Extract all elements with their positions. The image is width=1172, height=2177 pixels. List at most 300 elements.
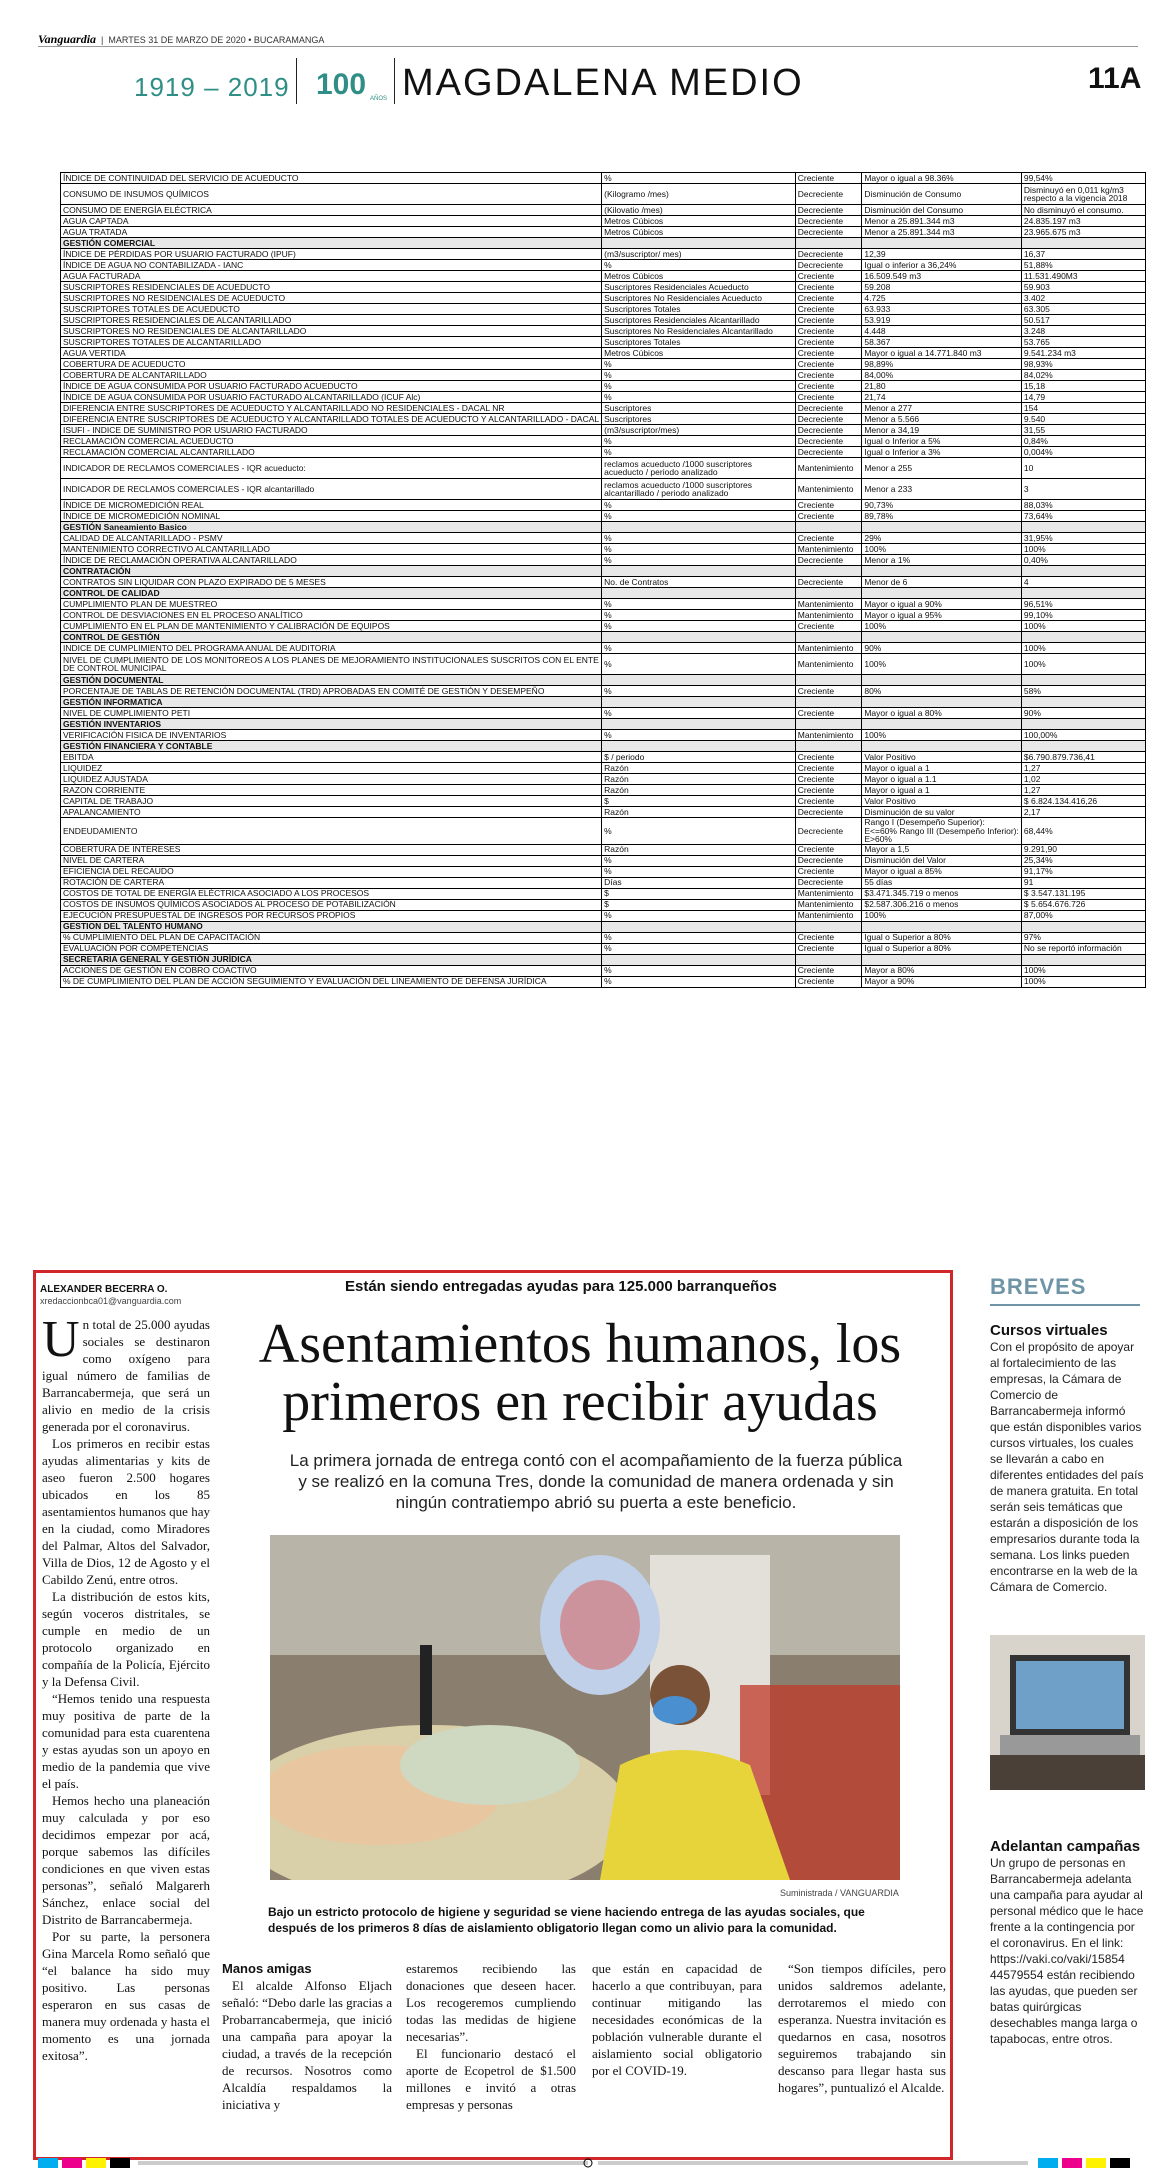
table-cell: Mantenimiento [795, 599, 862, 610]
table-cell: Menor a 25.891.344 m3 [862, 216, 1022, 227]
table-cell: Decreciente [795, 807, 862, 818]
table-cell: $ 5.654.676.726 [1021, 899, 1145, 910]
table-cell: % [602, 818, 796, 845]
table-cell [1021, 632, 1145, 643]
table-cell: $2.587.306.216 o menos [862, 899, 1022, 910]
table-cell: % [602, 359, 796, 370]
table-cell: ROTACIÓN DE CARTERA [61, 877, 602, 888]
table-cell [1021, 675, 1145, 686]
table-cell: 68,44% [1021, 818, 1145, 845]
table-cell [795, 741, 862, 752]
article-deck: La primera jornada de entrega contó con el acompañamiento de la fuerza pública y se realizó en la comuna Tres, donde la comunidad de manera ordenada y sin ningún contratiempo abrió su puerta a este beneficio. [289, 1451, 903, 1512]
page-number: 11A [1088, 62, 1142, 95]
table-cell: 53.765 [1021, 337, 1145, 348]
table-cell: Creciente [795, 943, 862, 954]
table-cell: 3.402 [1021, 293, 1145, 304]
table-cell: % [602, 730, 796, 741]
table-cell: Creciente [795, 752, 862, 763]
table-cell: Disminución del Consumo [862, 205, 1022, 216]
table-cell: Creciente [795, 337, 862, 348]
table-cell: 84,00% [862, 370, 1022, 381]
paragraph: La distribución de estos kits, según voceros distritales, se cumple en medio de un protocolo organizado en compañía de la Policía, Ejército y la Defensa Civil. [42, 1589, 210, 1689]
table-cell: 0,004% [1021, 447, 1145, 458]
table-cell: NIVEL DE CARTERA [61, 855, 602, 866]
table-cell: Decreciente [795, 260, 862, 271]
table-row [61, 855, 1146, 866]
breves-label: BREVES [990, 1274, 1087, 1299]
table-row [61, 844, 1146, 855]
table-cell: 99,54% [1021, 173, 1145, 184]
table-row [61, 184, 1146, 205]
photo-credit: Suministrada / VANGUARDIA [780, 1888, 899, 1898]
table-cell: CAPITAL DE TRABAJO [61, 796, 602, 807]
table-cell: Mayor o igual a 85% [862, 866, 1022, 877]
table-cell: % [602, 855, 796, 866]
table-cell: No se reportó información [1021, 943, 1145, 954]
table-cell: $ [602, 796, 796, 807]
table-cell: Suscriptores Totales [602, 304, 796, 315]
table-cell: Disminuyó en 0,011 kg/m3 respecto a la vigencia 2018 [1021, 184, 1145, 205]
breves-rule [990, 1304, 1140, 1306]
table-cell: Suscriptores Totales [602, 337, 796, 348]
masthead: Vanguardia | MARTES 31 DE MARZO DE 2020 • BUCARAMANGA [38, 32, 325, 46]
table-cell: 84,02% [1021, 370, 1145, 381]
table-cell: Decreciente [795, 227, 862, 238]
paragraph: Por su parte, la personera Gina Marcela Romo señaló que “el balance ha sido muy positivo. Las personas esperaron en sus casas de manera muy ordenada y hasta el momento es una jornada exitosa”. [42, 1929, 210, 2063]
table-cell: % [602, 392, 796, 403]
table-cell: Igual o Superior a 80% [862, 932, 1022, 943]
table-cell: Metros Cúbicos [602, 348, 796, 359]
table-cell: Mantenimiento [795, 730, 862, 741]
table-cell: 2,17 [1021, 807, 1145, 818]
anniversary-logo-icon [312, 60, 392, 104]
table-cell [795, 697, 862, 708]
table-cell: SUSCRIPTORES TOTALES DE ACUEDUCTO [61, 304, 602, 315]
table-cell: Mayor o igual a 80% [862, 708, 1022, 719]
article-headline: Asentamientos humanos, los primeros en recibir ayudas [258, 1313, 902, 1433]
table-section-row [61, 238, 1146, 249]
table-cell: 1,27 [1021, 763, 1145, 774]
table-cell: ÍNDICE DE AGUA CONSUMIDA POR USUARIO FACTURADO ALCANTARILLADO (ICUF Alc) [61, 392, 602, 403]
author-name: ALEXANDER BECERRA O. [40, 1284, 168, 1295]
table-cell: Decreciente [795, 577, 862, 588]
table-cell: Mayor o igual a 14.771.840 m3 [862, 348, 1022, 359]
print-color-bar [38, 2158, 1138, 2168]
table-cell: $ [602, 899, 796, 910]
table-cell: Mantenimiento [795, 544, 862, 555]
brief-body: Con el propósito de apoyar al fortalecimiento de las empresas, la Cámara de Comercio de Barrancabermeja informó que están disponibles varios cursos virtuales, los cuales se llevarán a cabo en diferentes entidades del país de manera gratuita. En total serán seis temáticas que estarán a disposición de los empresarios durante toda la semana. Los links pueden encontrarse en la web de la Cámara de Comercio. [990, 1340, 1144, 1594]
table-cell: Metros Cúbicos [602, 271, 796, 282]
table-row [61, 227, 1146, 238]
table-cell: Creciente [795, 381, 862, 392]
table-row [61, 807, 1146, 818]
article-column-3 [406, 1960, 576, 2113]
table-row [61, 943, 1146, 954]
logo-text: 100 [316, 68, 367, 101]
table-cell: 58% [1021, 686, 1145, 697]
table-cell: 100,00% [1021, 730, 1145, 741]
table-cell: Disminución del Valor [862, 855, 1022, 866]
table-cell: Suscriptores [602, 414, 796, 425]
table-cell: Mayor o igual a 1 [862, 763, 1022, 774]
table-cell: CONSUMO DE ENERGÍA ELÉCTRICA [61, 205, 602, 216]
article-column-1 [42, 1311, 210, 2064]
logo-sub: AÑOS [370, 96, 388, 102]
table-cell: ÍNDICE DE RECLAMACIÓN OPERATIVA ALCANTARILLADO [61, 555, 602, 566]
table-cell: 100% [1021, 621, 1145, 632]
table-cell: 55 días [862, 877, 1022, 888]
table-cell: Valor Positivo [862, 796, 1022, 807]
table-cell: % [602, 370, 796, 381]
table-row [61, 654, 1146, 675]
table-cell: Suscriptores Residenciales Alcantarillado [602, 315, 796, 326]
table-cell: ÍNDICE DE CONTINUIDAD DEL SERVICIO DE ACUEDUCTO [61, 173, 602, 184]
table-cell [795, 675, 862, 686]
table-cell: 15,18 [1021, 381, 1145, 392]
table-cell: $ 6.824.134.416,26 [1021, 796, 1145, 807]
table-cell: 100% [862, 910, 1022, 921]
table-section-row [61, 741, 1146, 752]
table-cell: No disminuyó el consumo. [1021, 205, 1145, 216]
table-cell: CONSUMO DE INSUMOS QUÍMICOS [61, 184, 602, 205]
table-cell: % [602, 866, 796, 877]
table-cell: Menor a 5.566 [862, 414, 1022, 425]
table-cell: ÍNDICE DE AGUA CONSUMIDA POR USUARIO FACTURADO ACUEDUCTO [61, 381, 602, 392]
table-cell: 87,00% [1021, 910, 1145, 921]
table-cell: VERIFICACIÓN FISICA DE INVENTARIOS [61, 730, 602, 741]
table-cell: INDICADOR DE RECLAMOS COMERCIALES - IQR alcantarillado [61, 479, 602, 500]
table-cell: (Kilovatio /mes) [602, 205, 796, 216]
table-cell [602, 697, 796, 708]
table-cell: 9.291,90 [1021, 844, 1145, 855]
table-row [61, 533, 1146, 544]
table-cell: % [602, 533, 796, 544]
table-cell: NIVEL DE CUMPLIMIENTO PETI [61, 708, 602, 719]
table-cell [602, 954, 796, 965]
table-cell: 1,02 [1021, 774, 1145, 785]
anniversary-years: 1919 – 2019 [134, 72, 290, 102]
table-cell: % [602, 599, 796, 610]
indicators-table-body [61, 173, 1146, 988]
table-row [61, 436, 1146, 447]
table-row [61, 500, 1146, 511]
table-cell: % [602, 447, 796, 458]
table-cell: Mayor o igual a 90% [862, 599, 1022, 610]
table-cell [862, 697, 1022, 708]
table-cell: % [602, 511, 796, 522]
table-cell: Mantenimiento [795, 910, 862, 921]
table-cell: % [602, 436, 796, 447]
paragraph: n total de 25.000 ayudas sociales se destinaron como oxígeno para igual número de familias de Barrancabermeja, que será un alivio en medio de la crisis generada por el coronavirus. [42, 1317, 210, 1434]
table-cell: EFICIENCIA DEL RECAUDO [61, 866, 602, 877]
table-cell: 98,89% [862, 359, 1022, 370]
section-title: MAGDALENA MEDIO [402, 62, 804, 104]
table-cell: % CUMPLIMIENTO DEL PLAN DE CAPACITACIÓN [61, 932, 602, 943]
table-cell: % [602, 943, 796, 954]
table-cell [795, 921, 862, 932]
table-cell: Mayor a 80% [862, 965, 1022, 976]
brief-1 [990, 1322, 1145, 1595]
table-cell [862, 632, 1022, 643]
table-section-row [61, 697, 1146, 708]
table-cell: % [602, 260, 796, 271]
table-cell: Mayor o igual a 98.36% [862, 173, 1022, 184]
table-cell: % [602, 381, 796, 392]
table-cell: Razón [602, 774, 796, 785]
table-cell [602, 719, 796, 730]
table-cell: 50.517 [1021, 315, 1145, 326]
table-cell: RAZON CORRIENTE [61, 785, 602, 796]
table-cell: DIFERENCIA ENTRE SUSCRIPTORES DE ACUEDUCTO Y ALCANTARILLADO TOTALES DE ACUEDUCTO Y ALCANTARILLADO - DACAL [61, 414, 602, 425]
table-section-row [61, 632, 1146, 643]
paragraph: estaremos recibiendo las donaciones que deseen hacer. Los recogeremos cumpliendo todas las medidas de higiene necesarias”. [406, 1961, 576, 2044]
article-column-4 [592, 1960, 762, 2079]
table-cell: % [602, 555, 796, 566]
table-cell: Mayor o igual a 1 [862, 785, 1022, 796]
table-cell [1021, 741, 1145, 752]
table-cell: Creciente [795, 173, 862, 184]
table-cell: Creciente [795, 774, 862, 785]
table-cell: Creciente [795, 271, 862, 282]
table-section-row [61, 719, 1146, 730]
table-cell: Decreciente [795, 855, 862, 866]
table-section-row [61, 522, 1146, 533]
table-cell: $ [602, 888, 796, 899]
table-cell: CUMPLIMIENTO PLAN DE MUESTREO [61, 599, 602, 610]
table-cell: Decreciente [795, 403, 862, 414]
table-cell: ÍNDICE DE AGUA NO CONTABILIZADA - IANC [61, 260, 602, 271]
table-cell: LIQUIDEZ AJUSTADA [61, 774, 602, 785]
table-cell: GESTIÓN DOCUMENTAL [61, 675, 602, 686]
table-row [61, 348, 1146, 359]
table-cell: Decreciente [795, 425, 862, 436]
header-divider-2 [394, 58, 395, 104]
table-cell: INDICADOR DE RECLAMOS COMERCIALES - IQR acueducto: [61, 458, 602, 479]
table-cell: 100% [1021, 654, 1145, 675]
table-cell: 154 [1021, 403, 1145, 414]
table-cell: 58.367 [862, 337, 1022, 348]
table-cell: 3 [1021, 479, 1145, 500]
table-cell: CALIDAD DE ALCANTARILLADO - PSMV [61, 533, 602, 544]
paragraph: El funcionario destacó el aporte de Ecopetrol de $1.500 millones e invitó a otras empresas y personas [406, 2046, 576, 2112]
table-cell: Mantenimiento [795, 654, 862, 675]
table-row [61, 965, 1146, 976]
table-cell: Creciente [795, 976, 862, 987]
table-cell: % DE CUMPLIMIENTO DEL PLAN DE ACCIÓN SEGUIMIENTO Y EVALUACIÓN DEL LINEAMIENTO DE DEFENSA JURÍDICA [61, 976, 602, 987]
table-cell: 100% [1021, 976, 1145, 987]
table-cell: ISUFI - INDICE DE SUMINISTRO POR USUARIO FACTURADO [61, 425, 602, 436]
table-cell: Menor de 6 [862, 577, 1022, 588]
table-cell: $6.790.879.736,41 [1021, 752, 1145, 763]
table-cell: 1,27 [1021, 785, 1145, 796]
table-cell: Disminución de Consumo [862, 184, 1022, 205]
table-section-row [61, 566, 1146, 577]
table-cell: Metros Cúbicos [602, 227, 796, 238]
table-cell: 90% [862, 643, 1022, 654]
table-cell [1021, 719, 1145, 730]
table-cell: Menor a 25.891.344 m3 [862, 227, 1022, 238]
table-cell: 0,40% [1021, 555, 1145, 566]
table-row [61, 899, 1146, 910]
table-cell: % [602, 654, 796, 675]
table-row [61, 173, 1146, 184]
table-cell: Creciente [795, 686, 862, 697]
brief-title: Cursos virtuales [990, 1322, 1108, 1339]
table-cell: Igual o Inferior a 5% [862, 436, 1022, 447]
article-photo [270, 1535, 900, 1880]
table-cell: Suscriptores [602, 403, 796, 414]
table-row [61, 271, 1146, 282]
table-row [61, 337, 1146, 348]
table-cell: Creciente [795, 500, 862, 511]
table-cell: Creciente [795, 326, 862, 337]
table-cell [1021, 954, 1145, 965]
table-cell: 16.509.549 m3 [862, 271, 1022, 282]
table-cell: SECRETARIA GENERAL Y GESTIÓN JURÍDICA [61, 954, 602, 965]
paragraph: “Son tiempos difíciles, pero unidos saldremos adelante, derrotaremos el miedo con esperanza. Nuestra invitación es quedarnos en casa, nosotros seguiremos trabajando sin descanso para llegar hasta sus hogares”, puntualizó el Alcalde. [778, 1961, 946, 2095]
table-cell: 9.540 [1021, 414, 1145, 425]
table-cell: 14,79 [1021, 392, 1145, 403]
table-cell [602, 741, 796, 752]
table-cell: 100% [862, 621, 1022, 632]
table-cell [795, 566, 862, 577]
table-cell: Decreciente [795, 818, 862, 845]
table-cell [1021, 588, 1145, 599]
table-row [61, 403, 1146, 414]
table-cell [1021, 238, 1145, 249]
table-cell: NIVEL DE CUMPLIMIENTO DE LOS MONITOREOS A LOS PLANES DE MEJORAMIENTO INSTITUCIONALES SUSCRITOS CON EL ENTE DE CONTROL MUNICIPAL [61, 654, 602, 675]
table-cell: 100% [862, 544, 1022, 555]
table-cell [862, 588, 1022, 599]
brief-title: Adelantan campañas [990, 1838, 1141, 1855]
brief-2 [990, 1838, 1145, 2047]
table-row [61, 555, 1146, 566]
table-cell [1021, 566, 1145, 577]
table-cell [795, 954, 862, 965]
table-cell: 23.965.675 m3 [1021, 227, 1145, 238]
table-cell: Creciente [795, 763, 862, 774]
table-cell: 63.933 [862, 304, 1022, 315]
table-cell: 99,10% [1021, 610, 1145, 621]
table-cell: % [602, 910, 796, 921]
table-cell [862, 741, 1022, 752]
table-cell: Decreciente [795, 184, 862, 205]
article-kicker: Están siendo entregadas ayudas para 125.000 barranqueños [345, 1278, 777, 1295]
table-cell: 80% [862, 686, 1022, 697]
table-cell: % [602, 610, 796, 621]
table-row [61, 304, 1146, 315]
table-cell: 97% [1021, 932, 1145, 943]
table-row [61, 686, 1146, 697]
table-cell [1021, 697, 1145, 708]
table-cell [602, 588, 796, 599]
brief-body: Un grupo de personas en Barrancabermeja adelanta una campaña para ayudar al personal médico que le hace frente a la contingencia por el coronavirus. En el link: https://vaki.co/vaki/15854 44579554 están recibiendo las ayudas, que pueden ser batas quirúrgicas desechables manga larga o tapabocas, entre otros. [990, 1856, 1144, 2046]
table-cell: Creciente [795, 785, 862, 796]
table-cell: 59.208 [862, 282, 1022, 293]
table-cell: $ / periodo [602, 752, 796, 763]
table-cell: Mayor o igual a 1.1 [862, 774, 1022, 785]
table-cell: Decreciente [795, 249, 862, 260]
author-email: xredaccionbca01@vanguardia.com [40, 1296, 182, 1306]
table-cell: Igual o Inferior a 3% [862, 447, 1022, 458]
table-cell: CONTRATOS SIN LIQUIDAR CON PLAZO EXPIRADO DE 5 MESES [61, 577, 602, 588]
table-cell [795, 238, 862, 249]
table-cell: 51,88% [1021, 260, 1145, 271]
table-cell: 63.305 [1021, 304, 1145, 315]
table-row [61, 282, 1146, 293]
table-cell: Suscriptores Residenciales Acueducto [602, 282, 796, 293]
table-cell: $3.471.345.719 o menos [862, 888, 1022, 899]
table-cell: % [602, 643, 796, 654]
table-cell: Días [602, 877, 796, 888]
table-cell: Metros Cúbicos [602, 216, 796, 227]
subhead: Manos amigas [222, 1961, 312, 1976]
table-cell: 98,93% [1021, 359, 1145, 370]
table-cell: AGUA CAPTADA [61, 216, 602, 227]
table-row [61, 621, 1146, 632]
table-cell: 100% [1021, 965, 1145, 976]
table-section-row [61, 954, 1146, 965]
table-cell: 59.903 [1021, 282, 1145, 293]
table-cell: 100% [862, 730, 1022, 741]
header-divider [296, 58, 297, 104]
dateline: MARTES 31 DE MARZO DE 2020 • BUCARAMANGA [108, 35, 325, 45]
table-cell: % [602, 544, 796, 555]
table-row [61, 774, 1146, 785]
table-cell: Decreciente [795, 877, 862, 888]
table-cell: 90% [1021, 708, 1145, 719]
table-cell: 0,84% [1021, 436, 1145, 447]
table-cell: Mayor a 90% [862, 976, 1022, 987]
table-cell: (m3/suscriptor/mes) [602, 425, 796, 436]
table-cell: Menor a 34,19 [862, 425, 1022, 436]
table-cell: GESTIÓN INVENTARIOS [61, 719, 602, 730]
table-cell: CONTRATACIÓN [61, 566, 602, 577]
table-cell: Menor a 1% [862, 555, 1022, 566]
indicators-table [60, 172, 1146, 988]
table-cell: ÍNDICE DE MICROMEDICIÓN NOMINAL [61, 511, 602, 522]
table-cell: Disminución de su valor [862, 807, 1022, 818]
table-section-row [61, 921, 1146, 932]
table-row [61, 260, 1146, 271]
table-cell: 25,34% [1021, 855, 1145, 866]
table-cell: Mantenimiento [795, 888, 862, 899]
paragraph: El alcalde Alfonso Eljach señaló: “Debo darle las gracias a Probarrancabermeja, que inició una campaña para apoyar la ciudad, a través de la recepción de recursos. Nosotros como Alcaldía respaldamos la iniciativa y [222, 1978, 393, 2112]
table-row [61, 205, 1146, 216]
table-cell: CONTROL DE DESVIACIONES EN EL PROCESO ANALÍTICO [61, 610, 602, 621]
table-cell: 90,73% [862, 500, 1022, 511]
table-row [61, 326, 1146, 337]
table-cell [862, 566, 1022, 577]
table-cell: ACCIONES DE GESTIÓN EN COBRO COACTIVO [61, 965, 602, 976]
table-cell: 73,64% [1021, 511, 1145, 522]
table-cell: Igual o inferior a 36,24% [862, 260, 1022, 271]
table-cell: % [602, 173, 796, 184]
table-cell: % [602, 932, 796, 943]
table-cell: Mantenimiento [795, 643, 862, 654]
table-cell: Decreciente [795, 205, 862, 216]
table-cell: PORCENTAJE DE TABLAS DE RETENCIÓN DOCUMENTAL (TRD) APROBADAS EN COMITÉ DE GESTIÓN Y DESEMPEÑO [61, 686, 602, 697]
table-cell: MANTENIMIENTO CORRECTIVO ALCANTARILLADO [61, 544, 602, 555]
table-cell: LIQUIDEZ [61, 763, 602, 774]
table-cell: 21,74 [862, 392, 1022, 403]
table-cell: CONTROL DE GESTIÓN [61, 632, 602, 643]
table-cell [795, 719, 862, 730]
table-cell: SUSCRIPTORES NO RESIDENCIALES DE ALCANTARILLADO [61, 326, 602, 337]
table-cell: Creciente [795, 796, 862, 807]
laptop-photo [990, 1635, 1145, 1790]
table-cell: Menor a 277 [862, 403, 1022, 414]
